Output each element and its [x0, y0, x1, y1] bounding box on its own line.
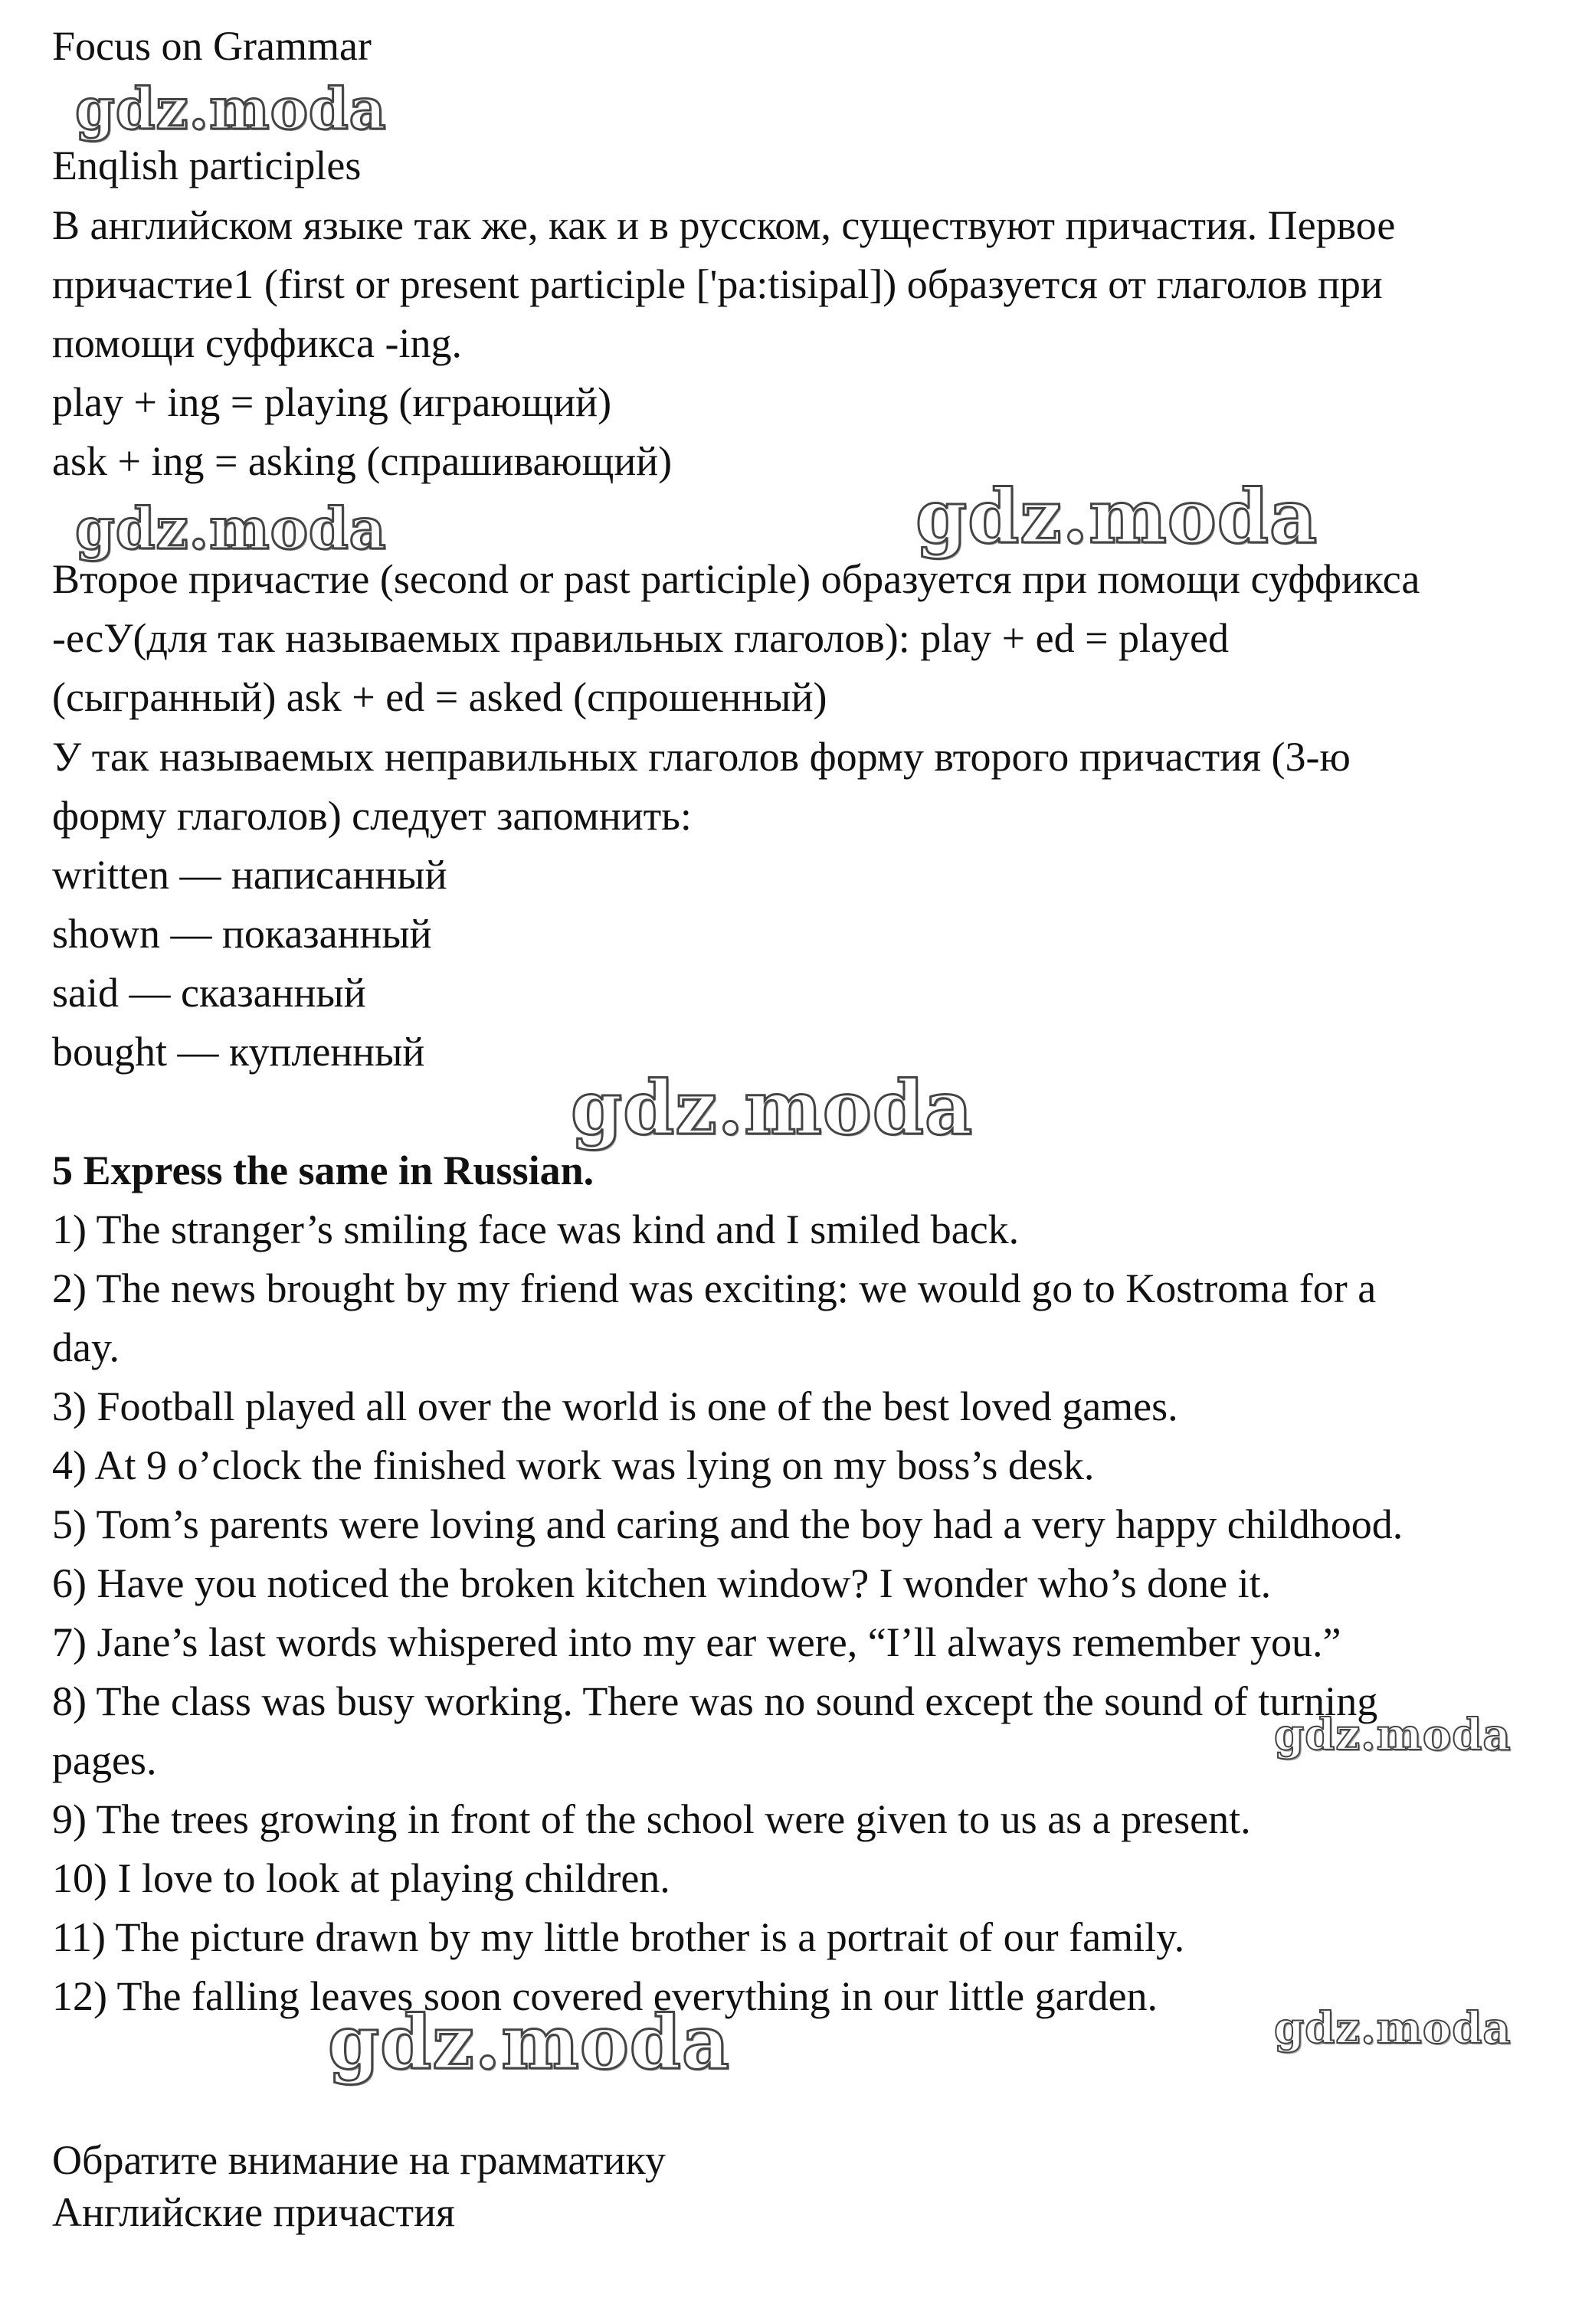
exercise-item: 9) The trees growing in front of the school were given to us as a present.	[52, 1796, 1251, 1842]
section-title: Enqlish participles	[52, 142, 362, 188]
exercise-item: 8) The class was busy working. There was no sound except the sound of turning	[52, 1678, 1378, 1724]
watermark-logo: gdz.moda	[1274, 2003, 1512, 2054]
exercise-item: 3) Football played all over the world is one of the best loved games.	[52, 1383, 1178, 1429]
exercise-item: 6) Have you noticed the broken kitchen window? I wonder who’s done it.	[52, 1560, 1272, 1606]
exercise-item: 10) I love to look at playing children.	[52, 1855, 670, 1901]
second-participle-line: Второе причастие (second or past participle) образуется при помощи суффикса	[52, 556, 1420, 602]
watermark-logo: gdz.moda	[571, 1065, 974, 1151]
second-participle-line: (сыгранный) ask + ed = asked (спрошенный)	[52, 674, 827, 720]
exercise-item: 1) The stranger’s smiling face was kind and I smiled back.	[52, 1206, 1020, 1252]
page-title: Focus on Grammar	[52, 23, 372, 69]
exercise-heading: 5 Express the same in Russian.	[52, 1147, 594, 1193]
watermark-logo: gdz.moda	[328, 1999, 731, 2086]
intro-line: помощи суффикса -ing.	[52, 320, 462, 366]
watermark-logo: gdz.moda	[1274, 1710, 1512, 1760]
verb-form-line: said — сказанный	[52, 970, 366, 1016]
watermark-logo: gdz.moda	[75, 77, 387, 142]
intro-line: причастие1 (first or present participle ['pa:tisipal]) образуется от глаголов при	[52, 261, 1383, 307]
intro-line: В английском языке так же, как и в русском, существуют причастия. Первое	[52, 202, 1396, 248]
watermark-logo: gdz.moda	[75, 496, 387, 562]
verb-form-line: written — написанный	[52, 852, 447, 898]
exercise-item: pages.	[52, 1737, 157, 1783]
second-participle-line: форму глаголов) следует запомнить:	[52, 793, 692, 839]
footer-subtitle: Английские причастия	[52, 2189, 455, 2235]
second-participle-line: У так называемых неправильных глаголов форму второго причастия (3-ю	[52, 734, 1351, 780]
exercise-item: 2) The news brought by my friend was exciting: we would go to Kostroma for a	[52, 1265, 1377, 1311]
exercise-item: 12) The falling leaves soon covered everything in our little garden.	[52, 1973, 1158, 2019]
exercise-item: 11) The picture drawn by my little brother is a portrait of our family.	[52, 1914, 1185, 1960]
verb-form-line: shown — показанный	[52, 911, 432, 957]
footer-title: Обратите внимание на грамматику	[52, 2137, 666, 2183]
example-line: ask + ing = asking (спрашивающий)	[52, 438, 673, 484]
watermark-logo: gdz.moda	[915, 473, 1318, 560]
exercise-item: 5) Tom’s parents were loving and caring and the boy had a very happy childhood.	[52, 1501, 1403, 1547]
exercise-item: 4) At 9 o’clock the finished work was lying on my boss’s desk.	[52, 1442, 1095, 1488]
exercise-item: 7) Jane’s last words whispered into my ear were, “I’ll always remember you.”	[52, 1619, 1341, 1665]
verb-form-line: bought — купленный	[52, 1029, 425, 1075]
example-line: play + ing = playing (играющий)	[52, 379, 612, 425]
exercise-item: day.	[52, 1324, 120, 1370]
second-participle-line: -есУ(для так называемых правильных глаголов): play + ed = played	[52, 615, 1229, 661]
